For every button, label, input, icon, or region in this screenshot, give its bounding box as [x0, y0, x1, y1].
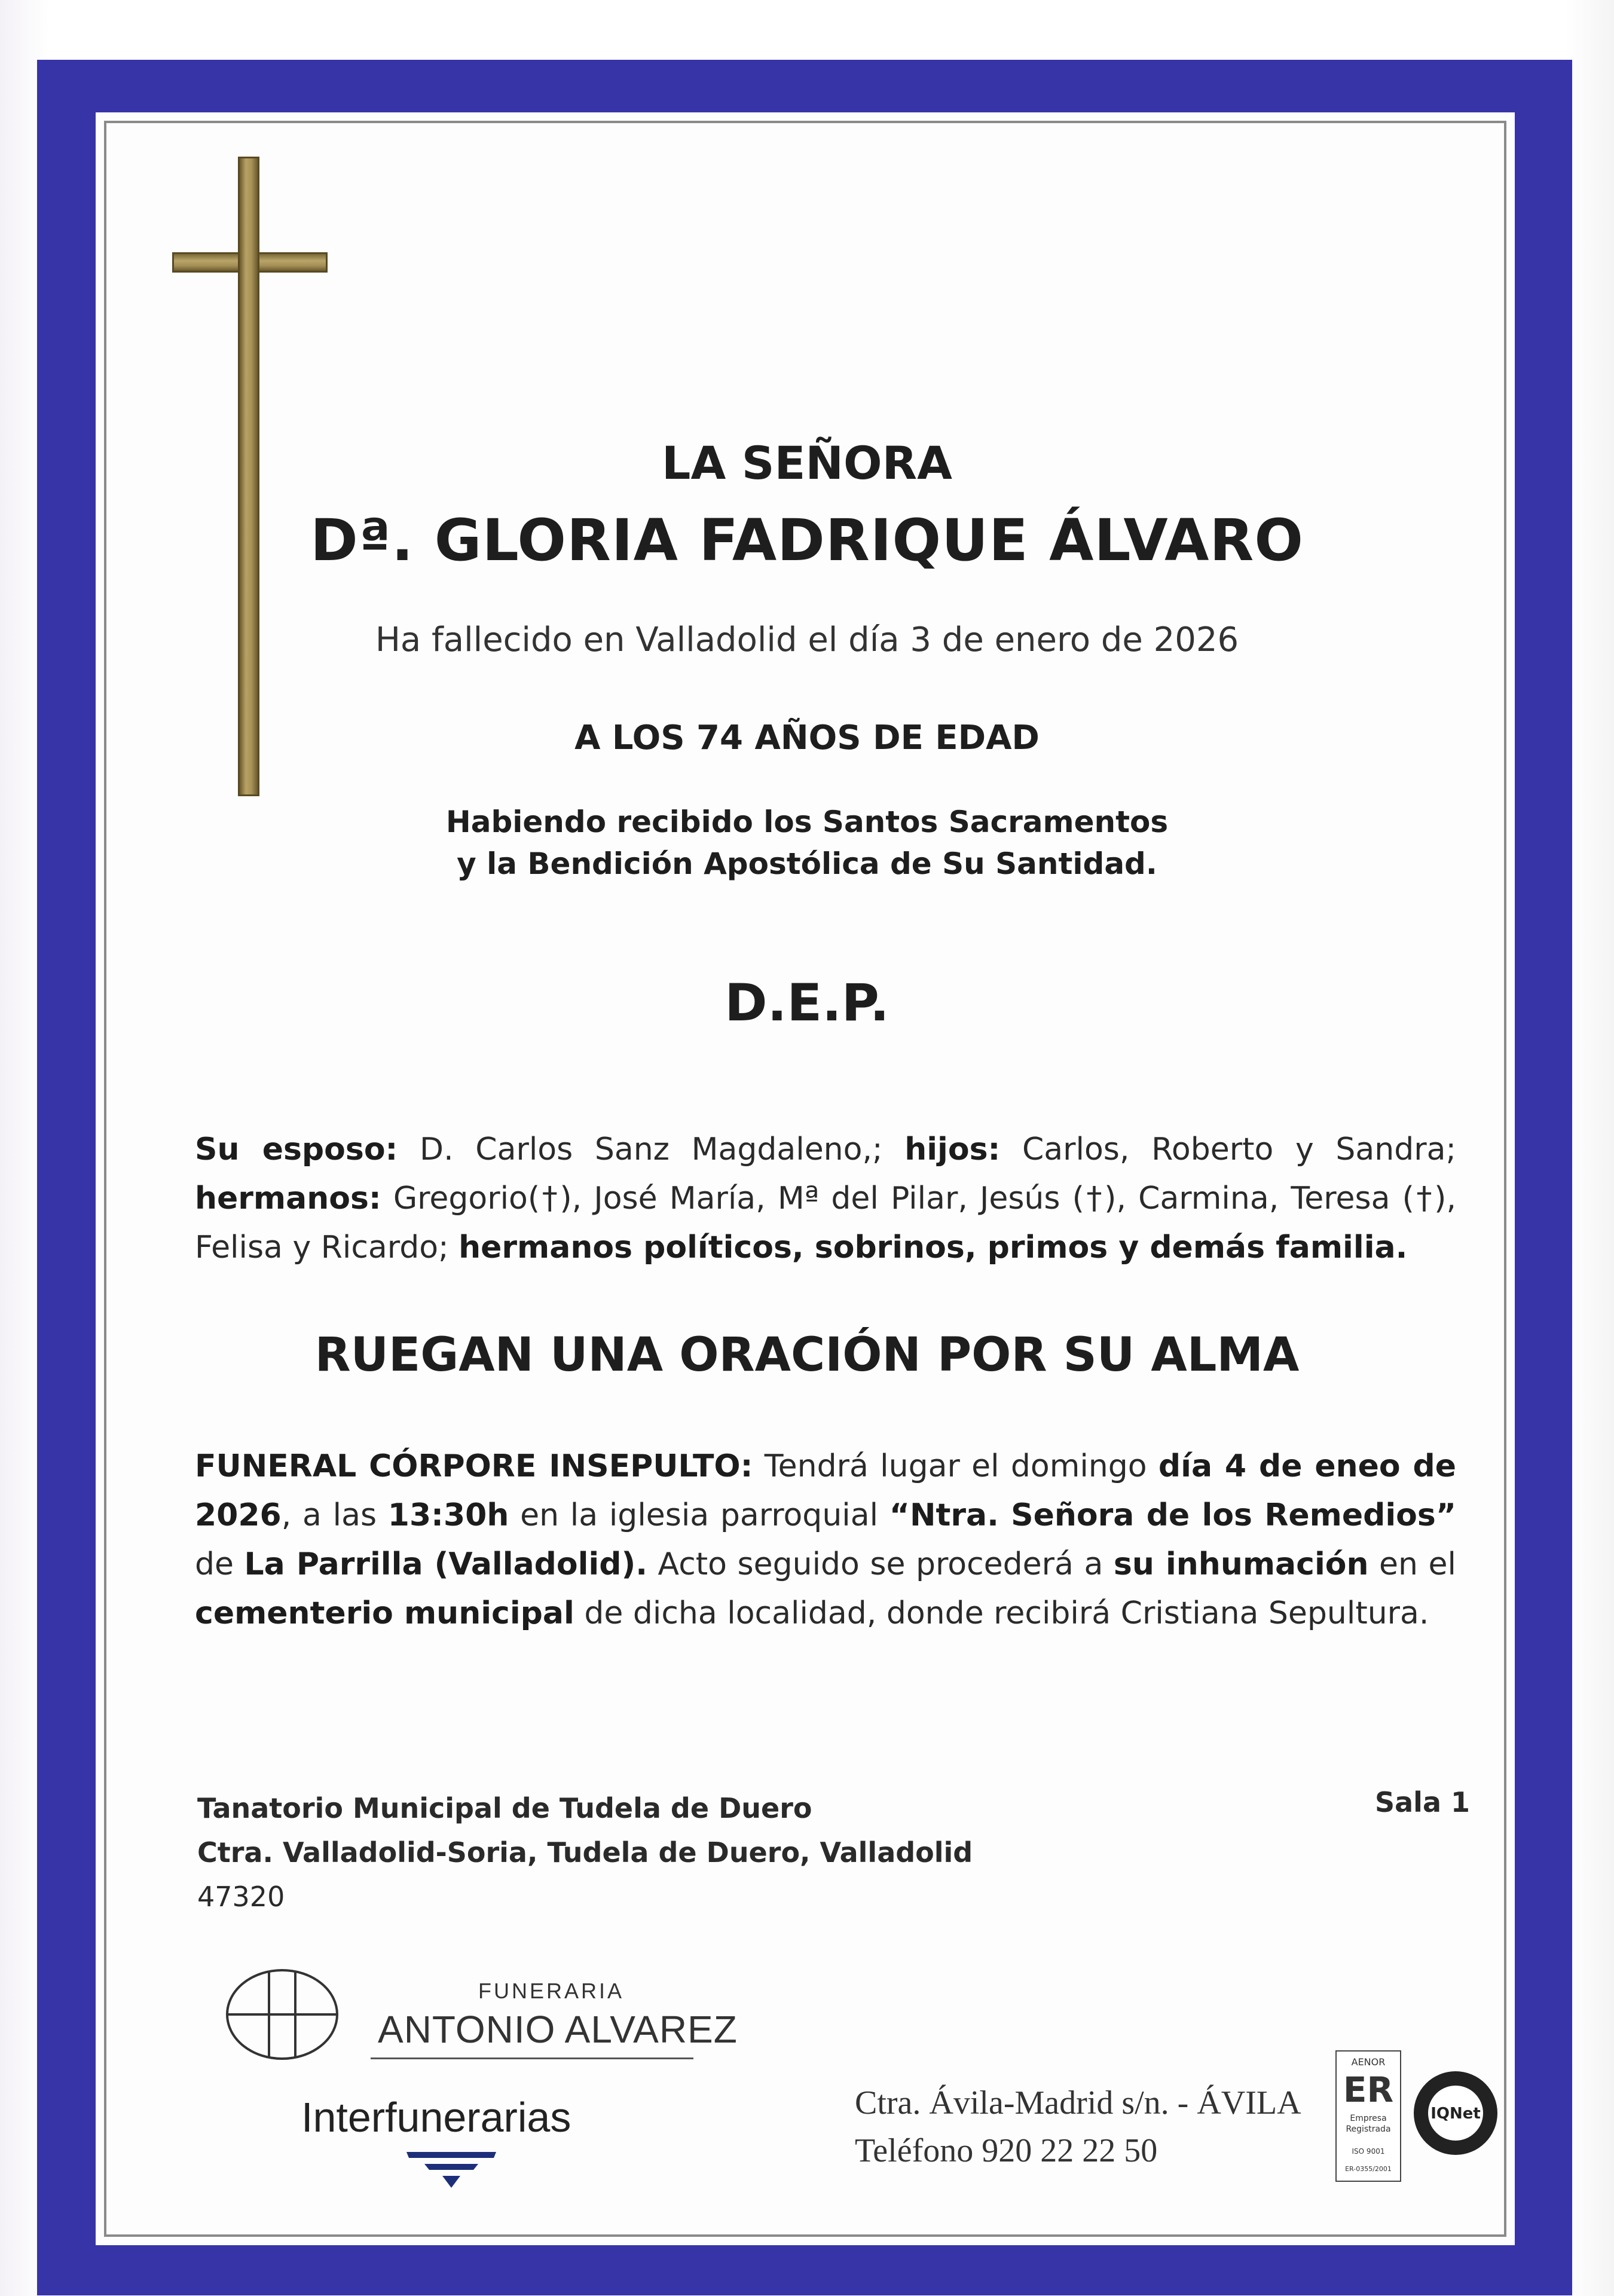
funeral-text: Acto seguido se procederá a: [647, 1546, 1114, 1582]
funeraria-phone: Teléfono 920 22 22 50: [855, 2132, 1158, 2169]
dep-text: D.E.P.: [725, 973, 889, 1033]
funeraria-address: Ctra. Ávila-Madrid s/n. - ÁVILA: [855, 2084, 1301, 2121]
funeraria-underline: [371, 2057, 693, 2059]
aenor-code: ER-0355/2001: [1345, 2165, 1392, 2173]
funeral-text: de: [195, 1546, 244, 1582]
funeral-paragraph: [195, 1442, 1456, 1638]
age-line: A LOS 74 AÑOS DE EDAD: [574, 719, 1040, 757]
aenor-label: AENOR: [1351, 2056, 1386, 2068]
town-name: La Parrilla (Valladolid).: [244, 1546, 647, 1582]
interfunerarias-logo-text: Interfunerarias: [301, 2094, 571, 2141]
spouse-label: Su esposo:: [195, 1132, 398, 1167]
children-label: hijos:: [904, 1132, 1001, 1167]
room-label: Sala 1: [1375, 1786, 1471, 1818]
siblings-label: hermanos:: [195, 1181, 381, 1216]
sacraments-line-2: y la Bendición Apostólica de Su Santidad.: [457, 846, 1157, 881]
funeral-text: , a las: [281, 1497, 388, 1533]
aenor-certification-badge: [1335, 2050, 1401, 2182]
funeral-time: 13:30h: [387, 1497, 509, 1533]
spouse-text: D. Carlos Sanz Magdaleno,;: [398, 1132, 905, 1167]
tanatorio-address: [197, 1786, 973, 1919]
aenor-sub: ISO 9001: [1352, 2147, 1385, 2156]
aenor-sub: Registrada: [1346, 2124, 1391, 2134]
church-name: “Ntra. Señora de los Remedios”: [889, 1497, 1456, 1533]
cemetery-label: cementerio municipal: [195, 1595, 574, 1631]
aenor-sub: Empresa: [1350, 2114, 1387, 2123]
funeraria-small-label: FUNERARIA: [478, 1979, 625, 2003]
tanatorio-postcode: 47320: [197, 1881, 285, 1913]
other-family-text: hermanos políticos, sobrinos, primos y demás familia.: [458, 1230, 1408, 1265]
funeral-text: en el: [1368, 1546, 1456, 1582]
funeral-text: Tendrá lugar el domingo: [753, 1448, 1158, 1484]
funeraria-brand-name: ANTONIO ALVAREZ: [378, 2008, 738, 2051]
aenor-mark: ER: [1343, 2069, 1394, 2110]
siblings-text: Gregorio(†), José María, Mª del Pilar, Jesús (†), Carmina, Teresa (†), Felisa y Ricardo;: [195, 1181, 1456, 1265]
funeral-text: en la iglesia parroquial: [509, 1497, 889, 1533]
prayer-request: RUEGAN UNA ORACIÓN POR SU ALMA: [314, 1328, 1300, 1382]
heading-title: LA SEÑORA: [662, 436, 952, 490]
children-text: Carlos, Roberto y Sandra;: [1000, 1132, 1457, 1167]
funeral-text: de dicha localidad, donde recibirá Cristiana Sepultura.: [574, 1595, 1429, 1631]
family-paragraph: [195, 1125, 1456, 1272]
sacraments-line-1: Habiendo recibido los Santos Sacramentos: [445, 805, 1169, 839]
iqnet-label: IQNet: [1430, 2105, 1481, 2123]
interfunerarias-wing-icon: [406, 2148, 496, 2190]
iqnet-certification-icon: [1411, 2068, 1500, 2158]
death-date-line: Ha fallecido en Valladolid el día 3 de enero de 2026: [375, 620, 1239, 659]
funeral-label: FUNERAL CÓRPORE INSEPULTO:: [195, 1448, 753, 1484]
tanatorio-street: Ctra. Valladolid-Soria, Tudela de Duero, Valladolid: [197, 1836, 973, 1869]
tanatorio-name: Tanatorio Municipal de Tudela de Duero: [197, 1792, 812, 1824]
burial-label: su inhumación: [1113, 1546, 1369, 1582]
deceased-name: Dª. GLORIA FADRIQUE ÁLVARO: [310, 507, 1304, 574]
funeraria-logo-icon: [222, 1967, 342, 2062]
funeral-date: día 4 de eneo de 2026: [195, 1448, 1457, 1533]
